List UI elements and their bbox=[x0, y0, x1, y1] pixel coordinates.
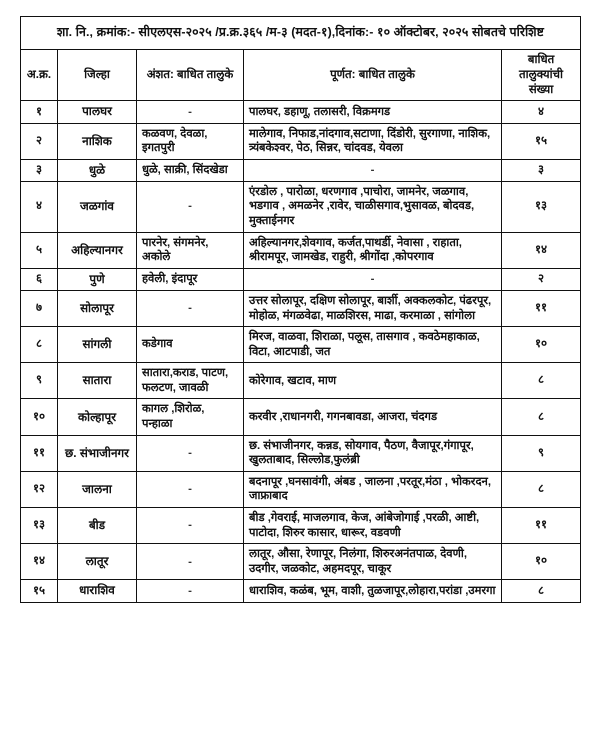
cell-affected-count: ११ bbox=[502, 290, 581, 326]
cell-partially-affected: कळवण, देवळा, इगतपुरी bbox=[137, 123, 244, 159]
column-header-district: जिल्हा bbox=[58, 50, 137, 101]
table-row bbox=[21, 580, 581, 602]
cell-affected-count: ८ bbox=[502, 399, 581, 435]
cell-serial-number: ७ bbox=[21, 290, 58, 326]
table-row bbox=[21, 399, 581, 435]
table-row bbox=[21, 471, 581, 507]
cell-affected-count: १० bbox=[502, 327, 581, 363]
cell-affected-count: ८ bbox=[502, 471, 581, 507]
cell-fully-affected: एंरडोल , पारोळा, धरणगाव ,पाचोरा, जामनेर, जळगाव, भडगाव , अमळनेर ,रावेर, चाळीसगाव,भुसावळ, बोदवड, मुक्ताईनगर bbox=[244, 181, 502, 232]
table-row bbox=[21, 181, 581, 232]
table-head bbox=[21, 17, 581, 101]
cell-district: जळगांव bbox=[58, 181, 137, 232]
cell-fully-affected: उत्तर सोलापूर, दक्षिण सोलापूर, बार्शी, अक्कलकोट, पंढरपूर, मोहोळ, मंगळवेढा, माळशिरस, माढा, करमाळा , सांगोला bbox=[244, 290, 502, 326]
cell-affected-count: २ bbox=[502, 268, 581, 290]
cell-affected-count: ९ bbox=[502, 435, 581, 471]
cell-fully-affected: करवीर ,राधानगरी, गगनबावडा, आजरा, चंदगड bbox=[244, 399, 502, 435]
cell-district: धुळे bbox=[58, 159, 137, 181]
cell-affected-count: ३ bbox=[502, 159, 581, 181]
cell-serial-number: ९ bbox=[21, 363, 58, 399]
cell-district: बीड bbox=[58, 508, 137, 544]
cell-affected-count: ८ bbox=[502, 580, 581, 602]
cell-partially-affected: हवेली, इंदापूर bbox=[137, 268, 244, 290]
cell-partially-affected: - bbox=[137, 544, 244, 580]
table-row bbox=[21, 544, 581, 580]
table-row bbox=[21, 435, 581, 471]
cell-partially-affected: - bbox=[137, 181, 244, 232]
cell-fully-affected: बीड ,गेवराई, माजलगाव, केज, आंबेजोगाई ,परळी, आष्टी, पाटोदा, शिरुर कासार, धारूर, वडवणी bbox=[244, 508, 502, 544]
cell-district: अहिल्यानगर bbox=[58, 232, 137, 268]
table-row bbox=[21, 290, 581, 326]
column-header-sr: अ.क्र. bbox=[21, 50, 58, 101]
cell-partially-affected: - bbox=[137, 101, 244, 123]
cell-serial-number: १ bbox=[21, 101, 58, 123]
cell-fully-affected: - bbox=[244, 268, 502, 290]
cell-fully-affected: कोरेगाव, खटाव, माण bbox=[244, 363, 502, 399]
cell-partially-affected: सातारा,कराड, पाटण, फलटण, जावळी bbox=[137, 363, 244, 399]
cell-district: जालना bbox=[58, 471, 137, 507]
cell-fully-affected: पालघर, डहाणू, तलासरी, विक्रमगड bbox=[244, 101, 502, 123]
table-row bbox=[21, 268, 581, 290]
cell-partially-affected: पारनेर, संगमनेर, अकोले bbox=[137, 232, 244, 268]
cell-serial-number: २ bbox=[21, 123, 58, 159]
cell-district: नाशिक bbox=[58, 123, 137, 159]
table-row bbox=[21, 508, 581, 544]
cell-district: सांगली bbox=[58, 327, 137, 363]
cell-affected-count: १० bbox=[502, 544, 581, 580]
title-row bbox=[21, 17, 581, 50]
cell-district: छ. संभाजीनगर bbox=[58, 435, 137, 471]
cell-partially-affected: - bbox=[137, 435, 244, 471]
cell-partially-affected: कागल ,शिरोळ, पन्हाळा bbox=[137, 399, 244, 435]
cell-partially-affected: - bbox=[137, 580, 244, 602]
cell-fully-affected: - bbox=[244, 159, 502, 181]
cell-serial-number: ३ bbox=[21, 159, 58, 181]
cell-district: पुणे bbox=[58, 268, 137, 290]
cell-district: लातूर bbox=[58, 544, 137, 580]
cell-partially-affected: कडेगाव bbox=[137, 327, 244, 363]
cell-affected-count: ८ bbox=[502, 363, 581, 399]
table-body bbox=[21, 101, 581, 602]
cell-serial-number: १४ bbox=[21, 544, 58, 580]
cell-affected-count: ४ bbox=[502, 101, 581, 123]
table-row bbox=[21, 159, 581, 181]
cell-serial-number: ४ bbox=[21, 181, 58, 232]
column-header-affected-count: बाधित तालुक्यांची संख्या bbox=[502, 50, 581, 101]
cell-district: सोलापूर bbox=[58, 290, 137, 326]
cell-fully-affected: अहिल्यानगर,शेवगाव, कर्जत,पाथर्डी, नेवासा , राहाता, श्रीरामपूर, जामखेड, राहुरी, श्रीगोंदा ,कोपरगाव bbox=[244, 232, 502, 268]
cell-serial-number: १० bbox=[21, 399, 58, 435]
cell-partially-affected: धुळे, साक्री, सिंदखेडा bbox=[137, 159, 244, 181]
cell-district: सातारा bbox=[58, 363, 137, 399]
cell-district: कोल्हापूर bbox=[58, 399, 137, 435]
cell-district: धाराशिव bbox=[58, 580, 137, 602]
document-title: शा. नि., क्रमांक:- सीएलएस-२०२५ /प्र.क्र.३६५ /म-३ (मदत-१),दिनांक:- १० ऑक्टोबर, २०२५ सोबतचे परिशिष्ट bbox=[21, 17, 581, 50]
cell-partially-affected: - bbox=[137, 508, 244, 544]
cell-affected-count: १४ bbox=[502, 232, 581, 268]
cell-serial-number: ८ bbox=[21, 327, 58, 363]
cell-serial-number: १२ bbox=[21, 471, 58, 507]
cell-district: पालघर bbox=[58, 101, 137, 123]
cell-serial-number: ११ bbox=[21, 435, 58, 471]
cell-fully-affected: बदनापूर ,घनसावंगी, अंबड , जालना ,परतूर,मंठा , भोकरदन, जाफ्राबाद bbox=[244, 471, 502, 507]
cell-fully-affected: मिरज, वाळवा, शिराळा, पलूस, तासगाव , कवठेमहाकाळ, विटा, आटपाडी, जत bbox=[244, 327, 502, 363]
table-row bbox=[21, 363, 581, 399]
cell-partially-affected: - bbox=[137, 290, 244, 326]
table-row bbox=[21, 327, 581, 363]
table-row bbox=[21, 232, 581, 268]
cell-affected-count: १५ bbox=[502, 123, 581, 159]
cell-fully-affected: मालेगाव, निफाड,नांदगाव,सटाणा, दिंडोरी, सुरगाणा, नाशिक, त्र्यंबकेश्वर, पेठ, सिन्नर, चांदवड, येवला bbox=[244, 123, 502, 159]
cell-affected-count: १३ bbox=[502, 181, 581, 232]
column-header-partially-affected: अंशत: बाधित तालुके bbox=[137, 50, 244, 101]
cell-serial-number: १३ bbox=[21, 508, 58, 544]
cell-affected-count: ११ bbox=[502, 508, 581, 544]
table-row bbox=[21, 101, 581, 123]
cell-fully-affected: लातूर, औसा, रेणापूर, निलंगा, शिरुरअनंतपाळ, देवणी, उदगीर, जळकोट, अहमदपूर, चाकूर bbox=[244, 544, 502, 580]
column-header-fully-affected: पूर्णत: बाधित तालुके bbox=[244, 50, 502, 101]
cell-partially-affected: - bbox=[137, 471, 244, 507]
cell-fully-affected: धाराशिव, कळंब, भूम, वाशी, तुळजापूर,लोहारा,परांडा ,उमरगा bbox=[244, 580, 502, 602]
cell-fully-affected: छ. संभाजीनगर, कन्नड, सोयगाव, पैठण, वैजापूर,गंगापूर, खुलताबाद, सिल्लोड,फुलंब्री bbox=[244, 435, 502, 471]
table-row bbox=[21, 123, 581, 159]
affected-talukas-table bbox=[20, 16, 581, 603]
column-header-row bbox=[21, 50, 581, 101]
cell-serial-number: १५ bbox=[21, 580, 58, 602]
cell-serial-number: ६ bbox=[21, 268, 58, 290]
cell-serial-number: ५ bbox=[21, 232, 58, 268]
